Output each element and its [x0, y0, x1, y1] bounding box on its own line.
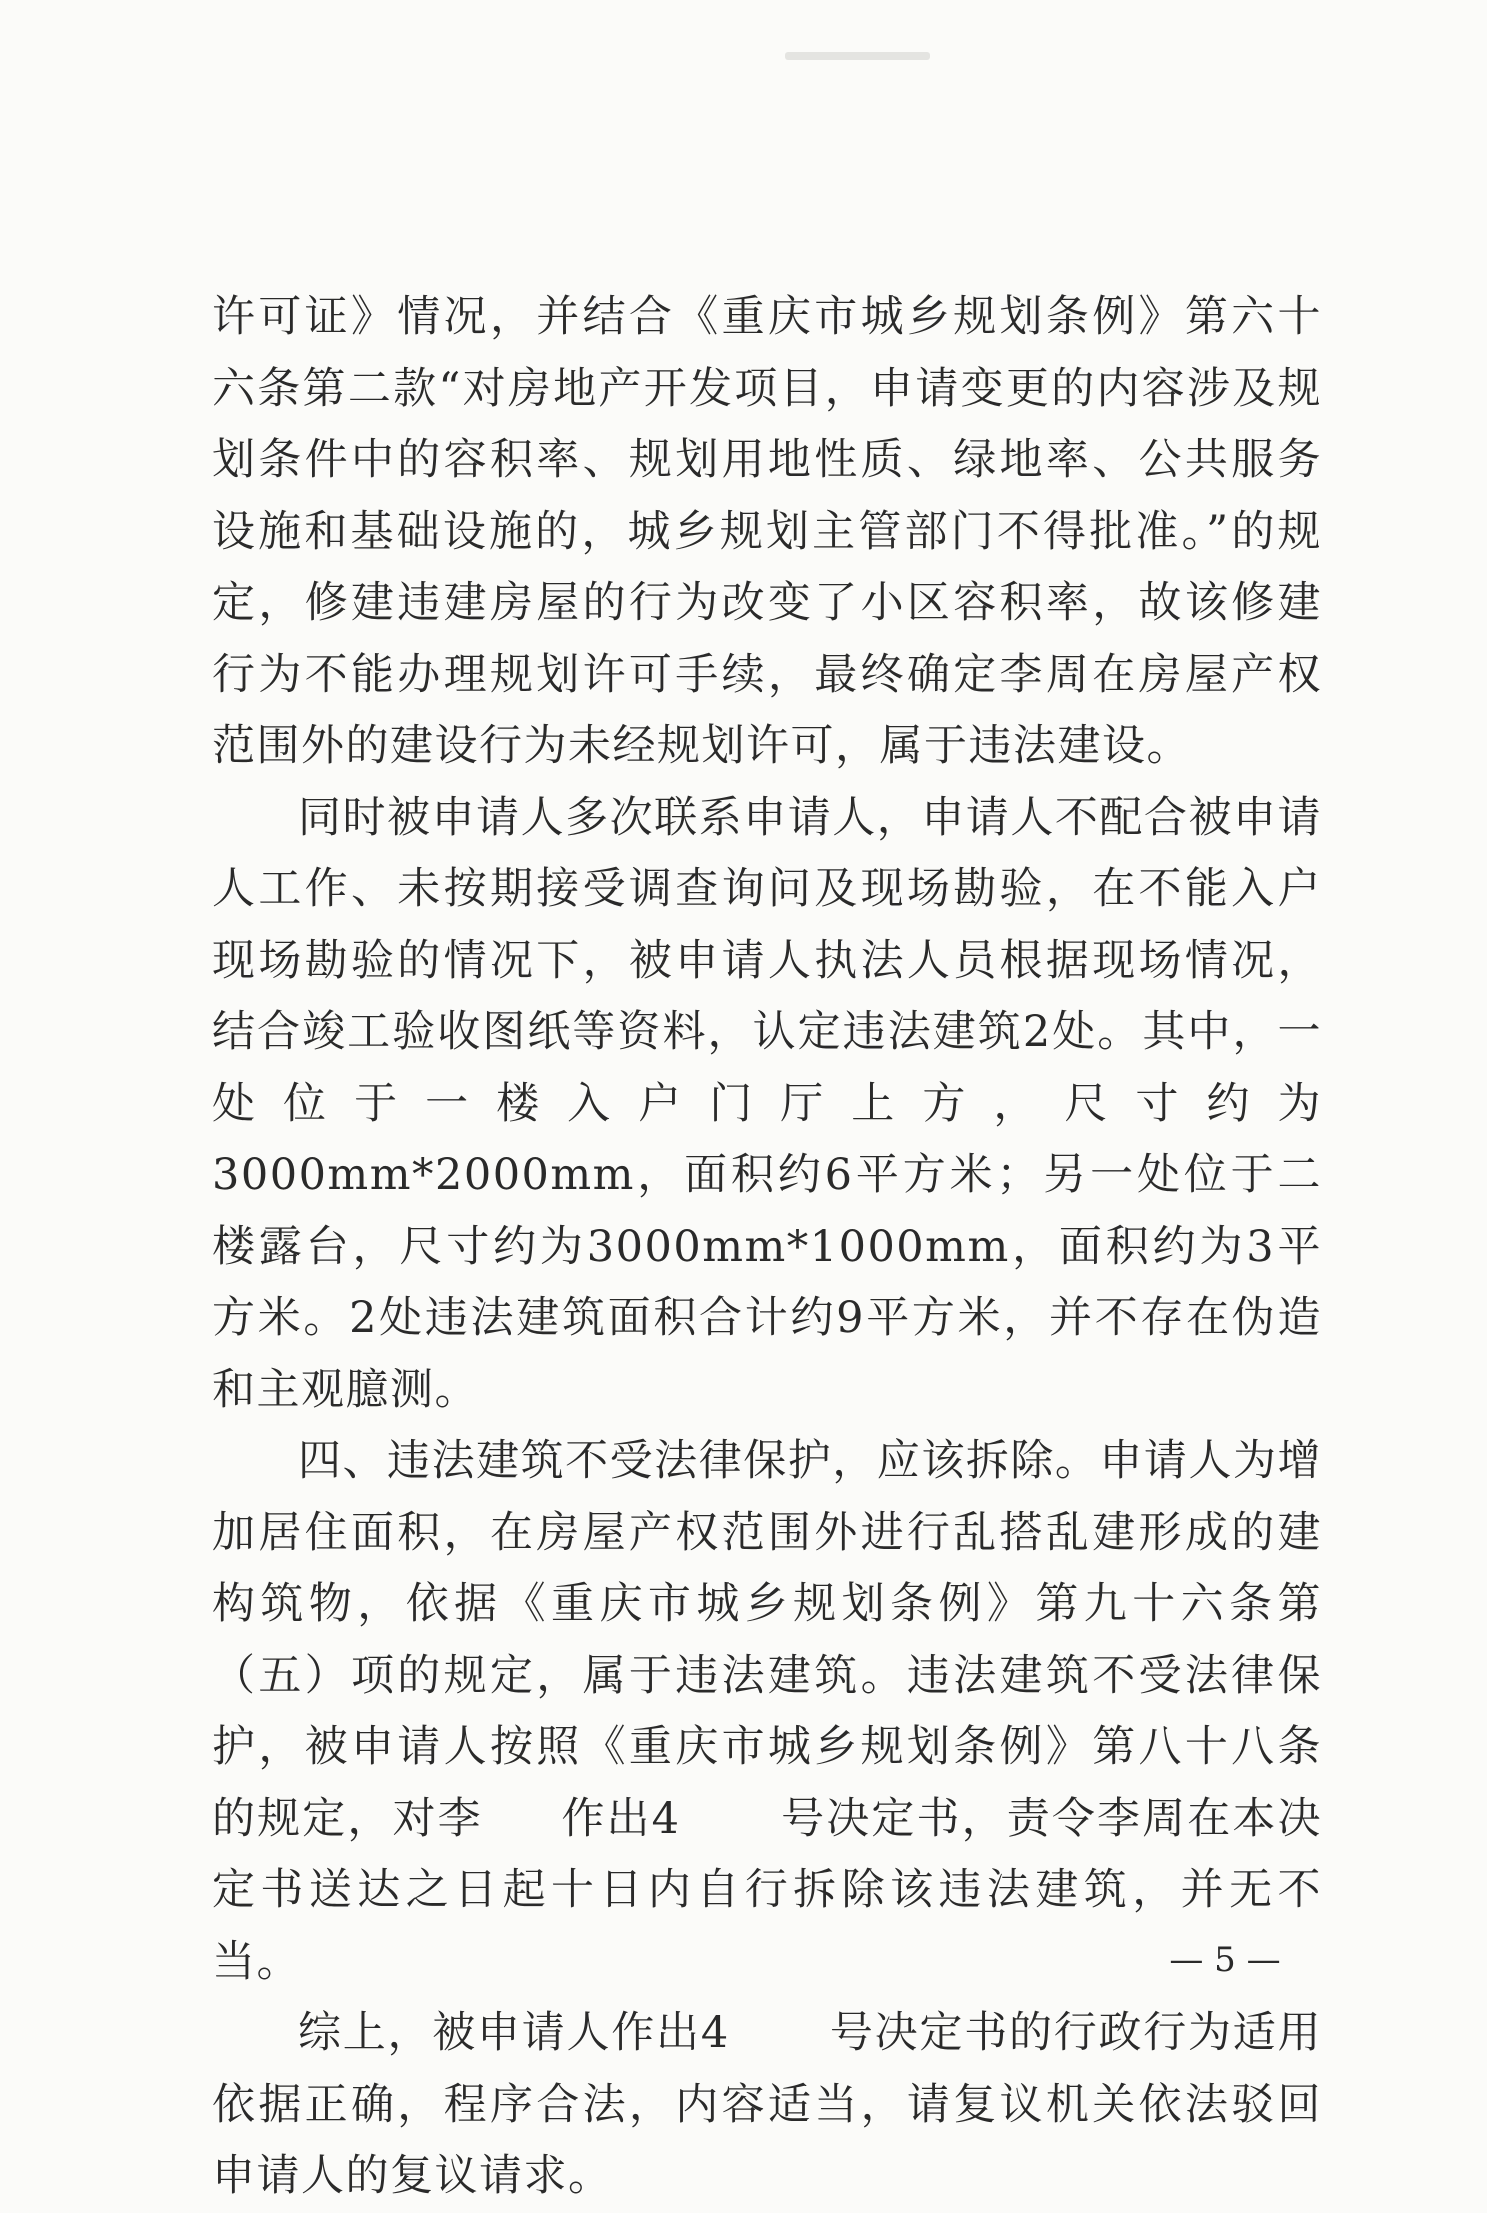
- redaction-box: [483, 1803, 561, 1841]
- paragraph-4-text-b: 号决定书的行政行为适用依据正确，程序合法，内容适当，请复议机关依法驳回申请人的复议请求。: [212, 2008, 1322, 2201]
- redaction-box: [681, 1803, 781, 1841]
- scan-artifact: [785, 52, 930, 60]
- paragraph-2: 同时被申请人多次联系申请人，申请人不配合被申请人工作、未按期接受调查询问及现场勘验，在不能入户现场勘验的情况下，被申请人执法人员根据现场情况，结合竣工验收图纸等资料，认定违法建筑2处。其中，一处位于一楼入户门厅上方，尺寸约为3000mm*2000mm，面积约6平方米；另一处位于二楼露台，尺寸约为3000mm*1000mm，面积约为3平方米。2处违法建筑面积合计约9平方米，并不存在伪造和主观臆测。: [212, 792, 1322, 1415]
- page-number: — 5 —: [1169, 1940, 1281, 1980]
- paragraph-3: [212, 1426, 1322, 1998]
- paragraph-3-text-b: 作出4: [560, 1793, 681, 1844]
- paragraph-3-text-c: 号决定书，责令李周在本决定书送达之日起十日内自行拆除该违法建筑，并无不当。: [212, 1793, 1323, 1987]
- paragraph-4: [212, 1998, 1322, 2213]
- paragraph-1: 许可证》情况，并结合《重庆市城乡规划条例》第六十六条第二款“对房地产开发项目，申请变更的内容涉及规划条件中的容积率、规划用地性质、绿地率、公共服务设施和基础设施的，城乡规划主管部门不得批准。”的规定，修建违建房屋的行为改变了小区容积率，故该修建行为不能办理规划许可手续，最终确定李周在房屋产权范围外的建设行为未经规划许可，属于违法建设。: [212, 292, 1322, 771]
- paragraph-3-text-a: 四、违法建筑不受法律保护，应该拆除。申请人为增加居住面积，在房屋产权范围外进行乱搭乱建形成的建构筑物，依据《重庆市城乡规划条例》第九十六条第（五）项的规定，属于违法建筑。违法建筑不受法律保护，被申请人按照《重庆市城乡规划条例》第八十八条的规定，对李: [212, 1436, 1322, 1844]
- document-body: [212, 282, 1322, 2213]
- paragraph-4-text-a: 综上，被申请人作出4: [298, 2008, 730, 2058]
- redaction-box: [730, 2017, 830, 2055]
